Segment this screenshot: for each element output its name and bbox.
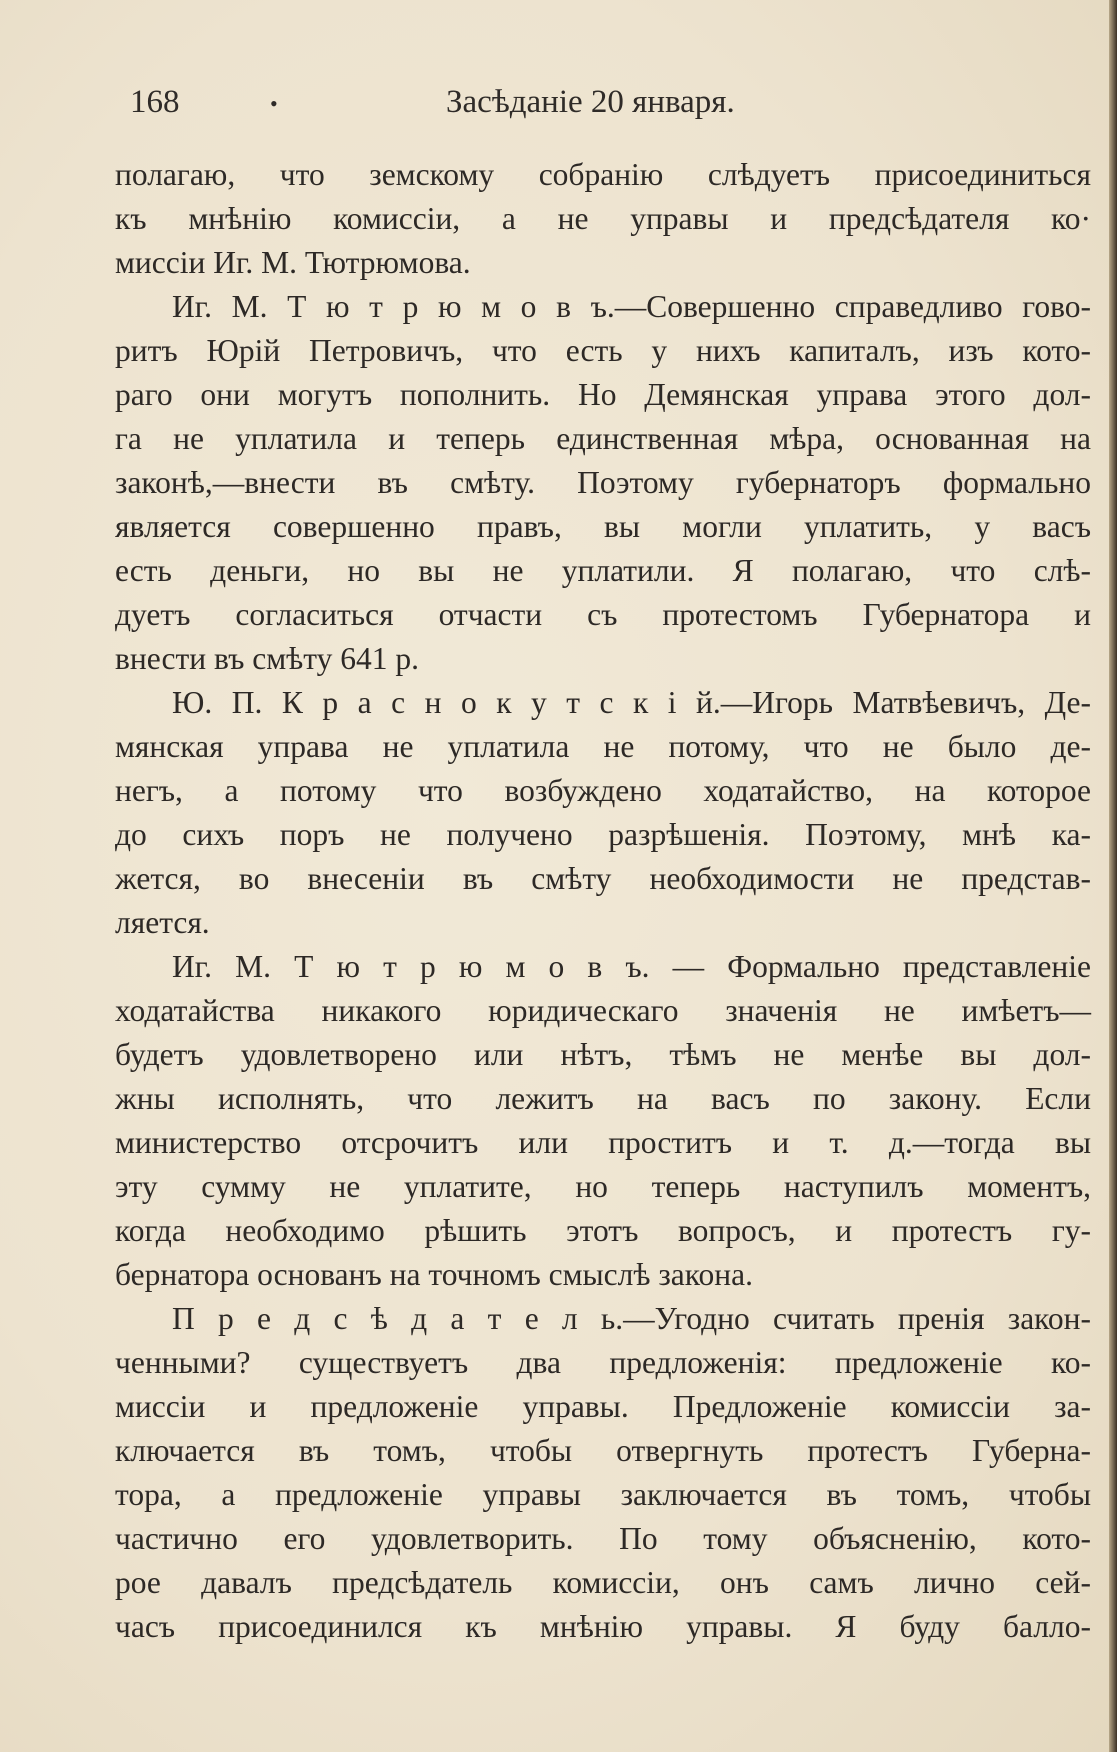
text-line: до сихъ поръ не получено разрѣшенія. Поэтому, мнѣ ка- <box>115 817 1091 852</box>
text-line: жны исполнять, что лежитъ на васъ по закону. Если <box>115 1081 1091 1116</box>
text-line: рое давалъ предсѣдатель комиссіи, онъ самъ лично сей- <box>115 1565 1091 1600</box>
text-line: мянская управа не уплатила не потому, что не было де- <box>115 729 1091 764</box>
text-line: законѣ,—внести въ смѣту. Поэтому губернаторъ формально <box>115 465 1091 500</box>
page-edge-shadow <box>1109 0 1117 1752</box>
text-line: ляется. <box>115 905 210 940</box>
text-line: къ мнѣнію комиссіи, а не управы и предсѣдателя ко· <box>115 201 1091 236</box>
text-line: Иг. М. Т ю т р ю м о в ъ. — Формально представленіе <box>172 949 1091 984</box>
page-number: 168 <box>130 84 180 120</box>
text-line: га не уплатила и теперь единственная мѣра, основанная на <box>115 421 1091 456</box>
text-line: часъ присоединился къ мнѣнію управы. Я буду балло- <box>115 1609 1091 1644</box>
text-line: является совершенно правъ, вы могли уплатить, у васъ <box>115 509 1091 544</box>
text-line: ключается въ томъ, чтобы отвергнуть протестъ Губерна- <box>115 1433 1091 1468</box>
text-line: полагаю, что земскому собранію слѣдуетъ присоединиться <box>115 157 1091 192</box>
text-line: жется, во внесеніи въ смѣту необходимости не представ- <box>115 861 1091 896</box>
text-line: внести въ смѣту 641 р. <box>115 641 419 676</box>
text-line: ходатайства никакого юридическаго значенія не имѣетъ— <box>115 993 1091 1028</box>
text-line: тора, а предложеніе управы заключается въ томъ, чтобы <box>115 1477 1091 1512</box>
text-line: миссіи Иг. М. Тютрюмова. <box>115 245 471 280</box>
text-line: когда необходимо рѣшить этотъ вопросъ, и протестъ гу- <box>115 1213 1091 1248</box>
text-line: Иг. М. Т ю т р ю м о в ъ.—Совершенно справедливо гово- <box>172 289 1091 324</box>
page-header <box>130 84 770 124</box>
text-line: П р е д с ѣ д а т е л ь.—Угодно считать пренія закон- <box>172 1301 1091 1336</box>
text-line: будетъ удовлетворено или нѣтъ, тѣмъ не менѣе вы дол- <box>115 1037 1091 1072</box>
text-line: миссіи и предложеніе управы. Предложеніе комиссіи за- <box>115 1389 1091 1424</box>
text-line: Ю. П. К р а с н о к у т с к і й.—Игорь Матвѣевичъ, Де- <box>172 685 1091 720</box>
body-text <box>115 153 1091 1649</box>
text-line: дуетъ согласиться отчасти съ протестомъ Губернатора и <box>115 597 1091 632</box>
text-line: бернатора основанъ на точномъ смыслѣ закона. <box>115 1257 753 1292</box>
header-mark: • <box>270 91 278 116</box>
text-line: ченными? существуетъ два предложенія: предложеніе ко- <box>115 1345 1091 1380</box>
text-line: ритъ Юрій Петровичъ, что есть у нихъ капиталъ, изъ кото- <box>115 333 1091 368</box>
text-line: министерство отсрочитъ или проститъ и т. д.—тогда вы <box>115 1125 1091 1160</box>
text-line: частично его удовлетворить. По тому объясненію, кото- <box>115 1521 1091 1556</box>
text-line: есть деньги, но вы не уплатили. Я полагаю, что слѣ- <box>115 553 1091 588</box>
text-line: негъ, а потому что возбуждено ходатайство, на которое <box>115 773 1091 808</box>
text-line: эту сумму не уплатите, но теперь наступилъ моментъ, <box>115 1169 1091 1204</box>
running-title: Засѣданіе 20 января. <box>446 84 735 120</box>
text-line: раго они могутъ пополнить. Но Демянская управа этого дол- <box>115 377 1091 412</box>
